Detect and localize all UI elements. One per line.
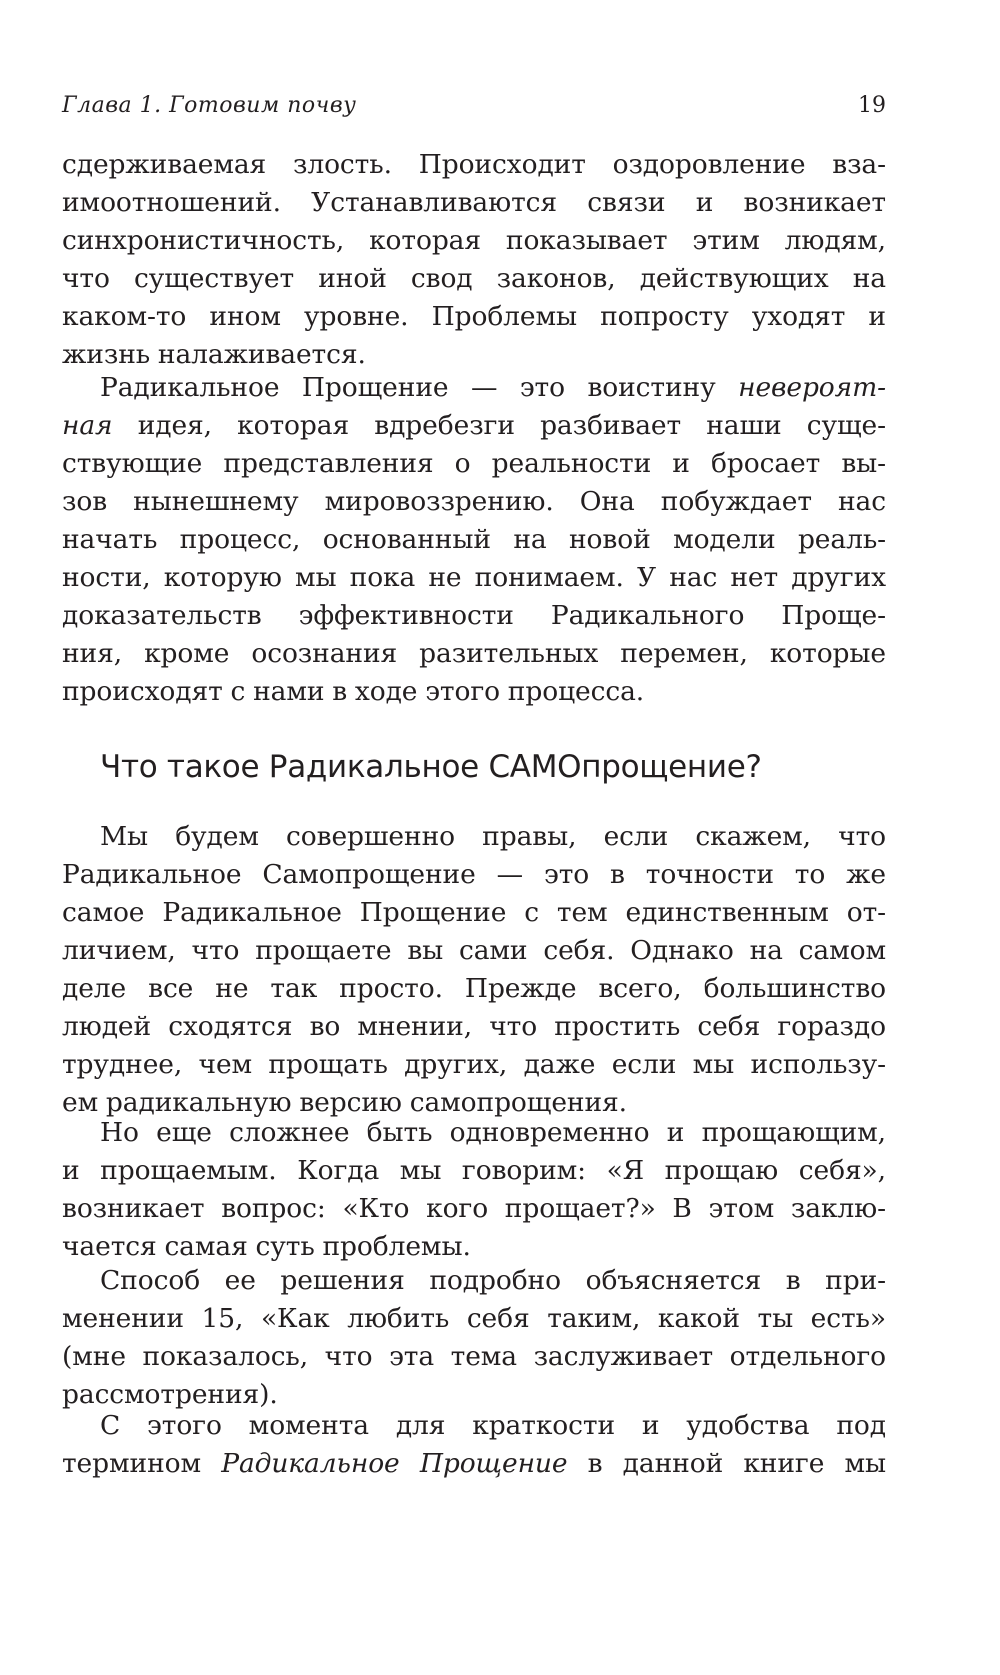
text-run: термином [62, 1448, 222, 1479]
text-run: в данной книге мы [567, 1448, 886, 1479]
text-line: доказательств эффективности Радикального Проще- [62, 600, 886, 631]
text-line: Мы будем совершенно правы, если скажем, что [100, 821, 886, 852]
text-line: менении 15, «Как любить себя таким, какой ты есть» [62, 1303, 886, 1334]
text-line: С этого момента для краткости и удобства под [100, 1410, 886, 1441]
text-line: ния, кроме осознания разительных перемен, которые [62, 638, 886, 669]
text-line: рассмотрения). [62, 1379, 278, 1410]
text-line: происходят с нами в ходе этого процесса. [62, 676, 645, 707]
text-line [62, 407, 886, 445]
text-line: начать процесс, основанный на новой модели реаль- [62, 524, 886, 555]
text-line: деле все не так просто. Прежде всего, большинство [62, 973, 886, 1004]
paragraph-4 [62, 1114, 886, 1266]
italic-term: Радикальное Прощение [221, 1448, 568, 1479]
running-header [62, 86, 886, 126]
italic-term: ная [62, 410, 113, 441]
text-line [62, 1445, 886, 1483]
text-line: (мне показалось, что эта тема заслуживает отдельного [62, 1341, 886, 1372]
text-line: зов нынешнему мировоззрению. Она побуждает нас [62, 486, 886, 517]
text-line: Радикальное Самопрощение — это в точности то же [62, 859, 886, 890]
section-heading: Что такое Радикальное САМОпрощение? [100, 749, 762, 785]
text-line: ствующие представления о реальности и бросает вы- [62, 448, 886, 479]
chapter-title: Глава 1. Готовим почву [62, 93, 357, 118]
text-line: людей сходятся во мнении, что простить себя гораздо [62, 1011, 886, 1042]
book-page [62, 0, 886, 1675]
text-line: синхронистичность, которая показывает этим людям, [62, 225, 886, 256]
text-line: труднее, чем прощать других, даже если мы использу- [62, 1049, 886, 1080]
text-line: Но еще сложнее быть одновременно и прощающим, [100, 1117, 886, 1148]
paragraph-6 [62, 1407, 886, 1483]
text-line: каком-то ином уровне. Проблемы попросту уходят и [62, 301, 886, 332]
paragraph-3 [62, 818, 886, 1122]
text-line: ности, которую мы пока не понимаем. У нас нет других [62, 562, 886, 593]
text-run: идея, которая вдребезги разбивает наши суще- [112, 410, 886, 441]
text-line: сдерживаемая злость. Происходит оздоровление вза- [62, 149, 886, 180]
text-line: ем радикальную версию самопрощения. [62, 1087, 627, 1118]
text-line: жизнь налаживается. [62, 339, 366, 370]
text-line: что существует иной свод законов, действующих на [62, 263, 886, 294]
paragraph-2 [62, 369, 886, 711]
text-line: и прощаемым. Когда мы говорим: «Я прощаю себя», [62, 1155, 886, 1186]
page-number: 19 [858, 93, 886, 118]
text-line: возникает вопрос: «Кто кого прощает?» В этом заклю- [62, 1193, 886, 1224]
text-run: Радикальное Прощение — это воистину [100, 372, 739, 403]
text-line: личием, что прощаете вы сами себя. Однако на самом [62, 935, 886, 966]
paragraph-5 [62, 1262, 886, 1414]
text-line: имоотношений. Устанавливаются связи и возникает [62, 187, 886, 218]
text-line: самое Радикальное Прощение с тем единственным от- [62, 897, 886, 928]
italic-term: невероят- [738, 372, 886, 403]
text-line: чается самая суть проблемы. [62, 1231, 471, 1262]
text-line: Способ ее решения подробно объясняется в при- [100, 1265, 886, 1296]
paragraph-1 [62, 146, 886, 374]
text-line [62, 369, 886, 407]
